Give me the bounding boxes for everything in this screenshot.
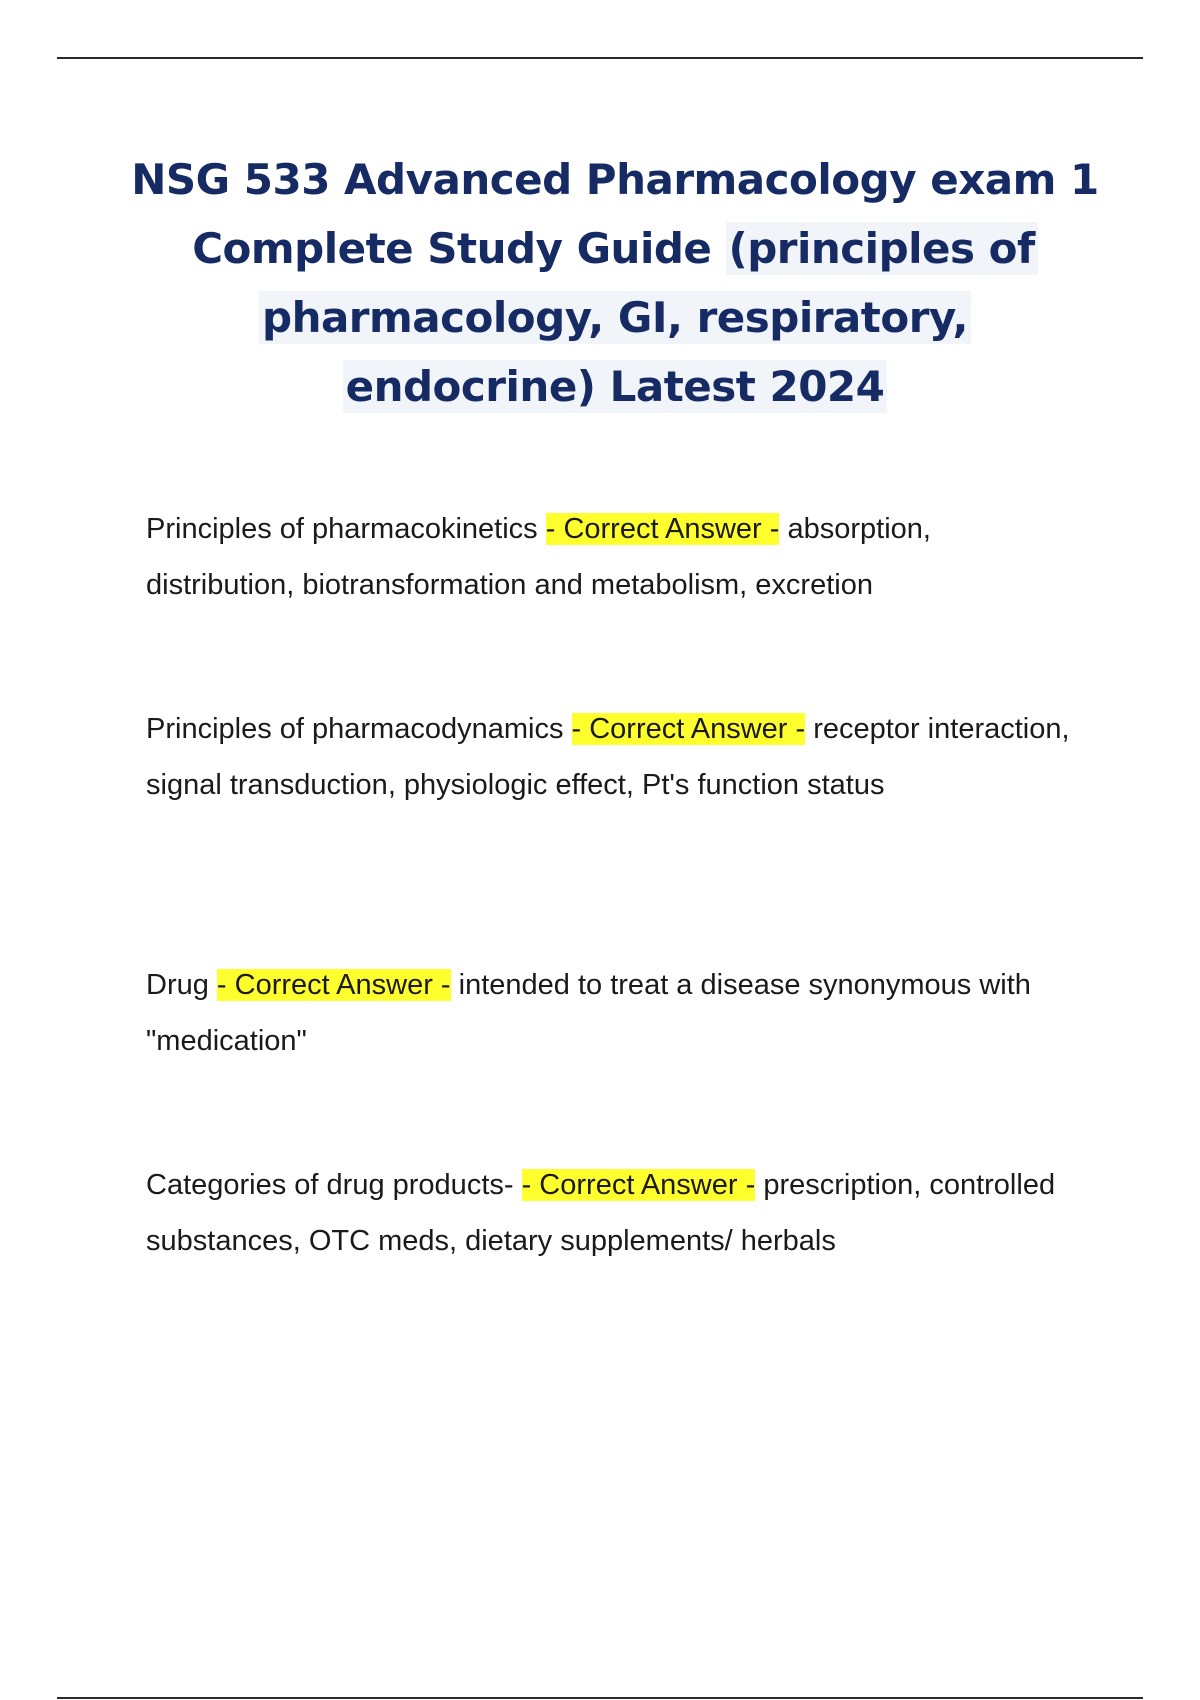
correct-answer-tag: - Correct Answer - (216, 969, 451, 1001)
qa-item (146, 501, 1076, 613)
qa-answer: prescription, controlled substances, OTC meds, dietary supplements/ herbals (146, 1169, 1056, 1257)
qa-answer: absorption, distribution, biotransformation and metabolism, excretion (146, 513, 931, 601)
qa-term: Principles of pharmacodynamics (146, 713, 572, 745)
document-title (130, 145, 1100, 421)
bottom-rule (57, 1697, 1143, 1699)
document-title-part-1: NSG 533 Advanced Pharmacology exam 1 Complete Study Guide (131, 155, 1099, 273)
qa-term: Drug (146, 969, 217, 1001)
qa-answer: receptor interaction, signal transduction, physiologic effect, Pt's function status (146, 713, 1070, 801)
qa-term: Principles of pharmacokinetics (146, 513, 546, 545)
qa-term: Categories of drug products- (146, 1169, 522, 1201)
top-rule (57, 57, 1143, 59)
document-title-part-2: (principles of pharmacology, GI, respiratory, endocrine) Latest 2024 (259, 222, 1038, 413)
correct-answer-tag: - Correct Answer - (571, 713, 806, 745)
correct-answer-tag: - Correct Answer - (521, 1169, 756, 1201)
qa-item (146, 1157, 1076, 1269)
qa-item (146, 701, 1076, 813)
correct-answer-tag: - Correct Answer - (545, 513, 780, 545)
qa-answer: intended to treat a disease synonymous with "medication" (146, 969, 1031, 1057)
qa-item (146, 957, 1076, 1069)
